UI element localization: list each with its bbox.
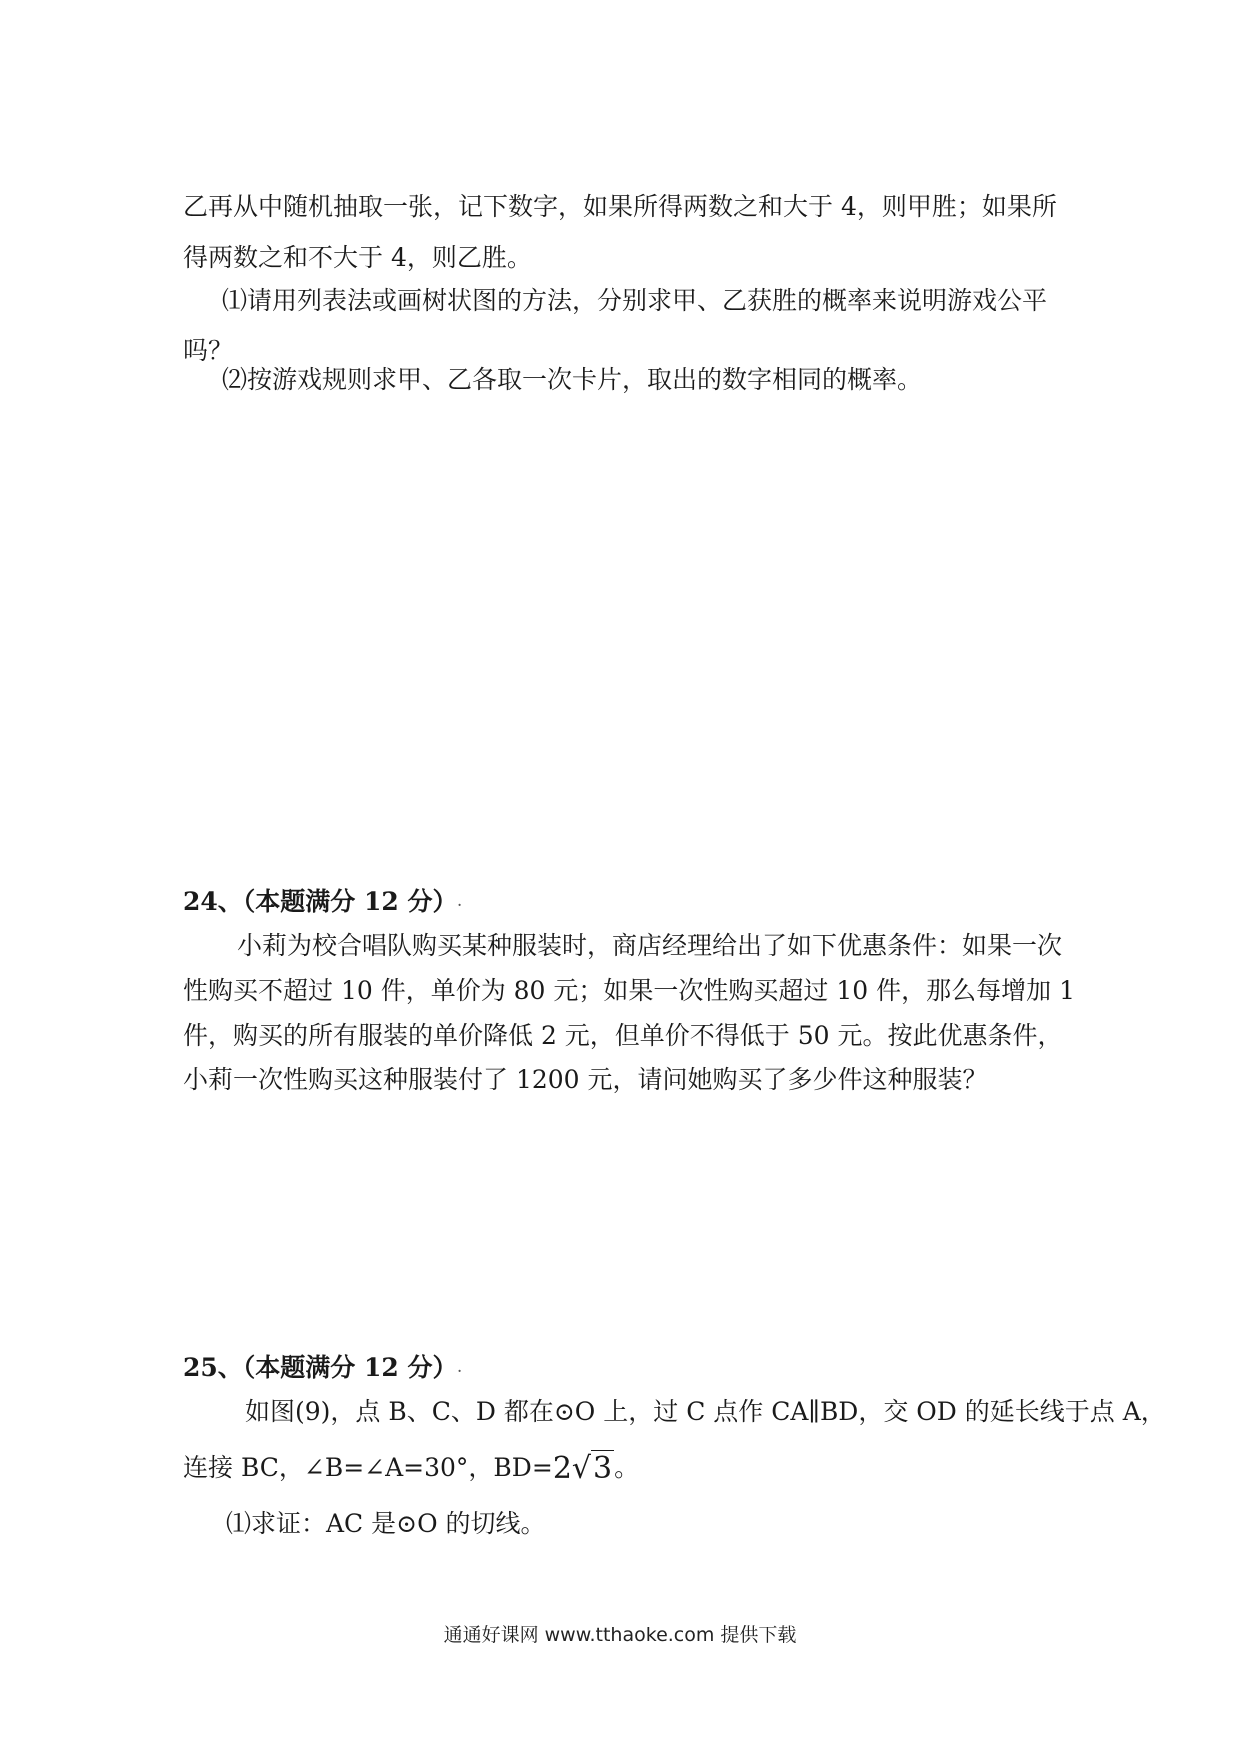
q25-text-line-1: 如图(9)，点 B、C、D 都在⊙O 上，过 C 点作 CA∥BD，交 OD 的延长线于点 A， (245, 1397, 1166, 1426)
q24-heading-text: 24、（本题满分 12 分） (183, 887, 458, 916)
q24-text-line-1: 小莉为校合唱队购买某种服装时，商店经理给出了如下优惠条件：如果一次 (237, 931, 1063, 960)
q25-line-2-suffix: 。 (614, 1453, 640, 1482)
q23-text-line-2: 得两数之和不大于 4，则乙胜。 (183, 243, 532, 272)
q25-line-2-prefix: 连接 BC，∠B=∠A=30°，BD= (183, 1453, 553, 1482)
q24-heading-mark: . (457, 895, 462, 909)
sqrt-expression: 2√3 (552, 1451, 613, 1486)
sqrt-radicand: 3 (593, 1451, 613, 1486)
sqrt-coefficient: 2 (552, 1451, 572, 1486)
page-footer: 通通好课网 www.tthaoke.com 提供下载 (443, 1624, 797, 1646)
q25-heading (183, 1351, 462, 1385)
q25-part1: ⑴求证：AC 是⊙O 的切线。 (226, 1509, 546, 1538)
q24-text-line-2: 性购买不超过 10 件，单价为 80 元；如果一次性购买超过 10 件，那么每增加 1 (183, 976, 1075, 1005)
q23-part1-line-2: 吗？ (183, 336, 234, 365)
q24-heading (183, 885, 462, 919)
q25-heading-text: 25、（本题满分 12 分） (183, 1353, 458, 1382)
q25-text-line-2 (183, 1451, 639, 1486)
q23-part2: ⑵按游戏规则求甲、乙各取一次卡片，取出的数字相同的概率。 (222, 365, 923, 394)
q23-part1-line-1: ⑴请用列表法或画树状图的方法，分别求甲、乙获胜的概率来说明游戏公平 (222, 286, 1048, 315)
q24-text-line-4: 小莉一次性购买这种服装付了 1200 元，请问她购买了多少件这种服装？ (183, 1065, 988, 1094)
q23-text-line-1: 乙再从中随机抽取一张，记下数字，如果所得两数之和大于 4，则甲胜；如果所 (183, 192, 1057, 221)
q24-text-line-3: 件，购买的所有服装的单价降低 2 元，但单价不得低于 50 元。按此优惠条件， (183, 1021, 1063, 1050)
q25-heading-mark: . (457, 1361, 462, 1375)
